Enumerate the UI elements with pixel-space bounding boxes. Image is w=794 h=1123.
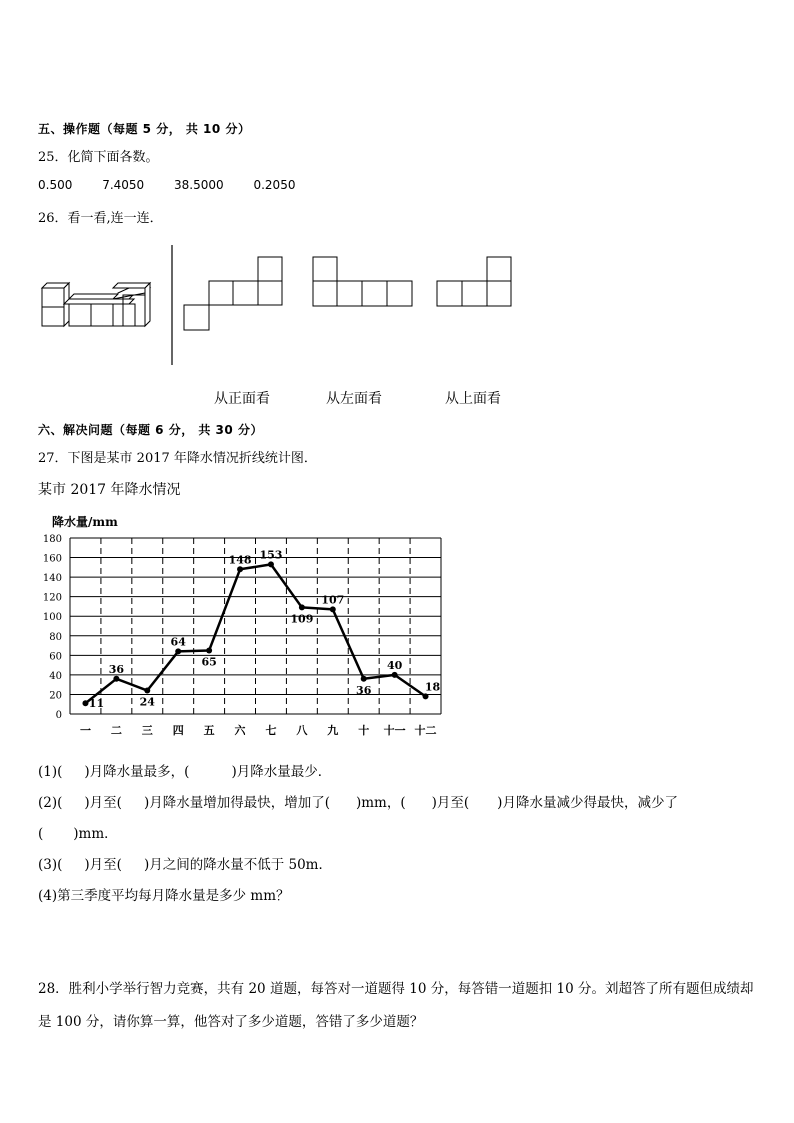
q27-sub2-p3: )月降水量增加得最快，增加了( — [143, 795, 330, 811]
x-tick-label: 十 — [358, 724, 370, 737]
question-25: 25．化简下面各数。 — [38, 150, 159, 165]
data-label: 153 — [259, 548, 283, 562]
data-label: 65 — [201, 655, 217, 669]
section-5-heading: 五、操作题（每题 5 分， 共 10 分） — [38, 122, 251, 136]
data-label: 64 — [170, 635, 186, 649]
y-tick-label: 40 — [49, 670, 62, 682]
x-tick-label: 三 — [141, 724, 153, 737]
q27-sub3-p3: )月之间的降水量不低于 50m． — [143, 857, 332, 873]
q25-number-3: 38.5000 — [174, 178, 224, 192]
section-6-heading: 六、解决问题（每题 6 分， 共 30 分） — [38, 423, 263, 437]
data-label: 18 — [424, 680, 441, 694]
data-point — [330, 606, 336, 612]
q27-sub2-l2a: ( — [38, 826, 44, 842]
q27-sub1-p2: )月降水量最多，( — [84, 764, 190, 780]
x-tick-label: 八 — [296, 724, 308, 737]
data-point — [423, 693, 429, 699]
data-label: 107 — [321, 593, 345, 607]
q27-sub2 — [38, 791, 678, 811]
q25-numbers — [38, 178, 321, 192]
q27-sub2-l2b: )mm． — [73, 826, 118, 842]
x-tick-label: 一 — [79, 724, 91, 737]
question-28-line-2: 是 100 分，请你算一算，他答对了多少道题，答错了多少道题？ — [38, 1014, 424, 1030]
x-tick-label: 七 — [265, 724, 277, 737]
data-label: 36 — [356, 683, 372, 697]
q27-sub3-p2: )月至( — [84, 857, 122, 873]
q27-sub2-p4: )mm，( — [355, 795, 406, 811]
y-axis-title: 降水量/mm — [52, 515, 118, 529]
question-26: 26．看一看,连一连． — [38, 211, 163, 226]
data-point — [392, 672, 398, 678]
data-point — [82, 700, 88, 706]
y-tick-label: 160 — [42, 553, 62, 565]
q27-sub2-line2 — [38, 822, 118, 842]
x-tick-label: 十一 — [383, 724, 406, 737]
q27-sub1-p1: (1)( — [38, 764, 63, 780]
data-point — [361, 676, 367, 682]
q25-number-4: 0.2050 — [253, 178, 296, 192]
data-label: 24 — [139, 695, 155, 709]
data-label: 40 — [386, 658, 403, 672]
data-point — [175, 648, 181, 654]
q25-number-1: 0.500 — [38, 178, 73, 192]
data-point — [206, 647, 212, 653]
view-figure-2 — [313, 257, 412, 306]
cube-solid-figure — [42, 283, 150, 326]
data-label: 11 — [88, 697, 105, 711]
q27-sub1-p3: )月降水量最少． — [231, 764, 332, 780]
data-label: 109 — [290, 612, 314, 626]
data-label: 148 — [228, 553, 252, 567]
data-point — [113, 676, 119, 682]
view-figure-3 — [437, 257, 511, 306]
y-tick-label: 60 — [49, 651, 62, 663]
view-figure-1 — [184, 257, 282, 330]
q27-sub3 — [38, 853, 332, 873]
data-point — [237, 566, 243, 572]
data-point — [268, 561, 274, 567]
chart-title: 某市 2017 年降水情况 — [38, 482, 181, 498]
x-tick-label: 五 — [203, 724, 215, 737]
q27-sub2-p6: )月降水量减少得最快，减少了 — [497, 795, 678, 811]
x-tick-label: 九 — [327, 724, 339, 737]
x-tick-label: 十二 — [414, 724, 437, 737]
x-tick-label: 四 — [172, 724, 184, 737]
q27-sub2-p2: )月至( — [84, 795, 122, 811]
y-tick-label: 20 — [49, 690, 62, 702]
data-point — [299, 604, 305, 610]
data-point — [144, 688, 150, 694]
y-tick-label: 80 — [49, 631, 62, 643]
x-tick-label: 六 — [234, 724, 246, 737]
question-28-line-1: 28．胜利小学举行智力竞赛，共有 20 道题，每答对一道题得 10 分，每答错一道题扣 10 分。刘超答了所有题但成绩却 — [38, 981, 754, 997]
rainfall-line-chart — [30, 510, 450, 745]
q27-sub2-p5: )月至( — [431, 795, 470, 811]
view-label-front: 从正面看 — [214, 391, 270, 407]
y-tick-label: 100 — [42, 612, 62, 624]
view-label-top: 从上面看 — [445, 391, 501, 407]
q27-sub2-p1: (2)( — [38, 795, 63, 811]
view-label-left: 从左面看 — [326, 391, 382, 407]
q27-sub1 — [38, 760, 331, 780]
y-tick-label: 0 — [55, 710, 62, 721]
question-27: 27．下图是某市 2017 年降水情况折线统计图． — [38, 451, 317, 466]
y-tick-label: 180 — [42, 534, 62, 545]
q27-sub4: (4)第三季度平均每月降水量是多少 mm？ — [38, 888, 290, 904]
y-tick-label: 120 — [42, 592, 62, 604]
q26-figures — [0, 240, 794, 370]
q25-number-2: 7.4050 — [102, 178, 145, 192]
y-tick-label: 140 — [42, 573, 62, 585]
data-label: 36 — [108, 662, 125, 676]
q27-sub3-p1: (3)( — [38, 857, 63, 873]
x-tick-label: 二 — [110, 724, 122, 737]
